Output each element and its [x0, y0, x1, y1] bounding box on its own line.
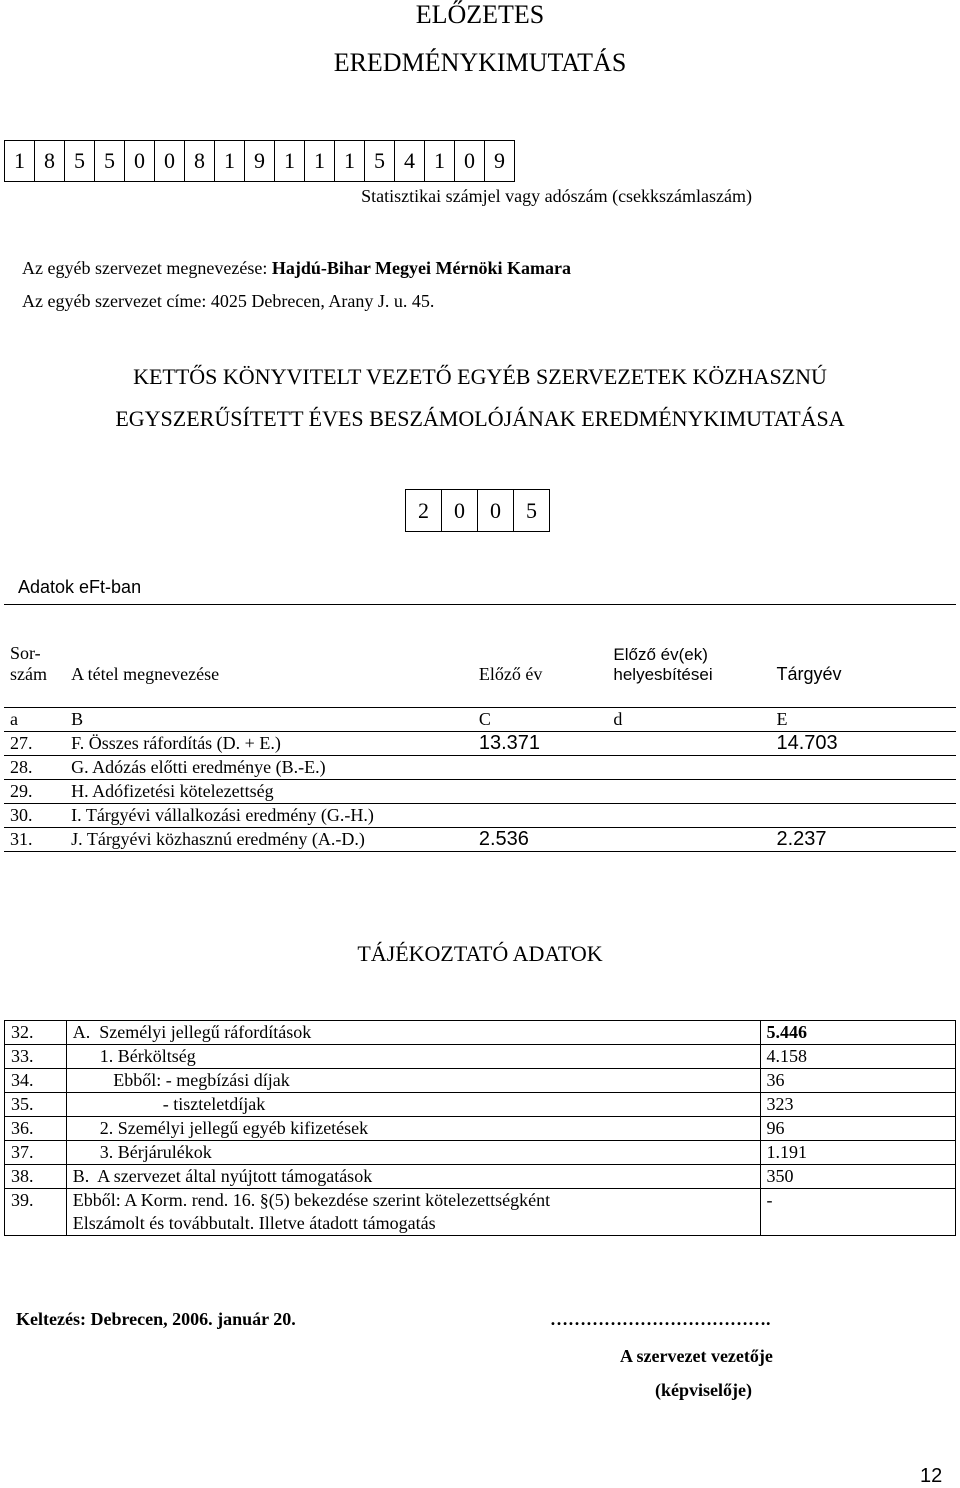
row-adj [607, 828, 770, 852]
org-address-label: Az egyéb szervezet címe: [22, 291, 207, 311]
report-heading-2: EGYSZERŰSÍTETT ÉVES BESZÁMOLÓJÁNAK EREDMÉNYKIMUTATÁSA [115, 406, 845, 431]
table-row [5, 1117, 956, 1141]
stat-number-caption: Statisztikai számjel vagy adószám (csekkszámlaszám) [361, 186, 752, 206]
title-line-2: EREDMÉNYKIMUTATÁS [333, 48, 627, 77]
info-value: 323 [760, 1093, 955, 1117]
info-no: 36. [5, 1117, 67, 1141]
header-adjustments: Előző év(ek) helyesbítései [607, 605, 770, 708]
letter-cell: B [65, 708, 473, 732]
info-table [4, 1020, 956, 1236]
row-prev [473, 756, 608, 780]
digit-box: 1 [305, 141, 335, 182]
row-adj [607, 780, 770, 804]
letter-cell: E [770, 708, 956, 732]
digit-box: 9 [245, 141, 275, 182]
table-row [4, 804, 956, 828]
header-name: A tétel megnevezése [65, 605, 473, 708]
row-current [770, 780, 956, 804]
table-row [5, 1141, 956, 1165]
row-name: I. Tárgyévi vállalkozási eredmény (G.-H.) [65, 804, 473, 828]
table-row [4, 828, 956, 852]
info-value: - [760, 1189, 955, 1236]
row-current: 14.703 [770, 732, 956, 756]
year-boxes [405, 489, 550, 532]
row-current [770, 804, 956, 828]
digit-box: 1 [215, 141, 245, 182]
stat-number-boxes [4, 140, 515, 182]
info-no: 39. [5, 1189, 67, 1236]
header-current: Tárgyév [770, 605, 956, 708]
row-adj [607, 804, 770, 828]
info-no: 32. [5, 1021, 67, 1045]
signature-line: ………………………………. [550, 1309, 771, 1329]
row-no: 31. [4, 828, 65, 852]
digit-box: 4 [395, 141, 425, 182]
org-name-line [22, 258, 571, 279]
result-table [4, 604, 956, 852]
digit-box: 1 [335, 141, 365, 182]
org-address-line [22, 291, 434, 312]
row-name: H. Adófizetési kötelezettség [65, 780, 473, 804]
year-digit-box: 0 [442, 490, 478, 532]
org-address-value: 4025 Debrecen, Arany J. u. 45. [210, 291, 435, 311]
info-name: 3. Bérjárulékok [66, 1141, 760, 1165]
digit-box: 0 [125, 141, 155, 182]
digit-box: 1 [5, 141, 35, 182]
info-no: 33. [5, 1045, 67, 1069]
digit-box: 0 [455, 141, 485, 182]
digit-box: 0 [155, 141, 185, 182]
table-row [5, 1021, 956, 1045]
row-prev [473, 780, 608, 804]
year-digit-box: 0 [478, 490, 514, 532]
info-no: 34. [5, 1069, 67, 1093]
info-name: 1. Bérköltség [66, 1045, 760, 1069]
info-value: 96 [760, 1117, 955, 1141]
units-label: Adatok eFt-ban [18, 577, 142, 597]
header-sorszam: Sor- szám [4, 605, 65, 708]
info-name: - tiszteletdíjak [66, 1093, 760, 1117]
info-value: 4.158 [760, 1045, 955, 1069]
row-no: 30. [4, 804, 65, 828]
digit-box: 8 [185, 141, 215, 182]
row-name: G. Adózás előtti eredménye (B.-E.) [65, 756, 473, 780]
row-adj [607, 732, 770, 756]
row-prev: 13.371 [473, 732, 608, 756]
title-line-1: ELŐZETES [415, 0, 545, 29]
row-name: J. Tárgyévi közhasznú eredmény (A.-D.) [65, 828, 473, 852]
info-no: 35. [5, 1093, 67, 1117]
page-number: 12 [920, 1465, 943, 1487]
digit-box: 8 [35, 141, 65, 182]
digit-box: 9 [485, 141, 515, 182]
letter-cell: d [607, 708, 770, 732]
letter-row [4, 708, 956, 732]
info-name: B. A szervezet által nyújtott támogatások [66, 1165, 760, 1189]
year-digit-box: 2 [406, 490, 442, 532]
row-name: F. Összes ráfordítás (D. + E.) [65, 732, 473, 756]
row-no: 28. [4, 756, 65, 780]
letter-cell: C [473, 708, 608, 732]
letter-cell: a [4, 708, 65, 732]
row-current [770, 756, 956, 780]
header-prev: Előző év [473, 605, 608, 708]
digit-box: 5 [95, 141, 125, 182]
table-row [5, 1165, 956, 1189]
info-value: 1.191 [760, 1141, 955, 1165]
info-name: 2. Személyi jellegű egyéb kifizetések [66, 1117, 760, 1141]
table-row [4, 732, 956, 756]
info-name: Ebből: A Korm. rend. 16. §(5) bekezdése szerint kötelezettségként Elszámolt és továbbutalt. Illetve átadott támogatás [66, 1189, 760, 1236]
report-heading-1: KETTŐS KÖNYVITELT VEZETŐ EGYÉB SZERVEZETEK KÖZHASZNÚ [133, 364, 827, 389]
table-row [4, 780, 956, 804]
info-name: A. Személyi jellegű ráfordítások [66, 1021, 760, 1045]
signer-subtitle: (képviselője) [655, 1380, 752, 1400]
info-no: 37. [5, 1141, 67, 1165]
digit-box: 5 [65, 141, 95, 182]
year-digit-box: 5 [514, 490, 550, 532]
table-row [5, 1045, 956, 1069]
row-adj [607, 756, 770, 780]
org-name-label: Az egyéb szervezet megnevezése: [22, 258, 268, 278]
row-current: 2.237 [770, 828, 956, 852]
row-no: 27. [4, 732, 65, 756]
footer-date: Keltezés: Debrecen, 2006. január 20. [16, 1309, 296, 1329]
row-no: 29. [4, 780, 65, 804]
info-heading: TÁJÉKOZTATÓ ADATOK [357, 941, 603, 966]
digit-box: 1 [275, 141, 305, 182]
digit-box: 5 [365, 141, 395, 182]
signer-title: A szervezet vezetője [620, 1346, 773, 1366]
info-name: Ebből: - megbízási díjak [66, 1069, 760, 1093]
table-row [5, 1189, 956, 1236]
info-value: 350 [760, 1165, 955, 1189]
row-prev: 2.536 [473, 828, 608, 852]
info-value: 5.446 [760, 1021, 955, 1045]
table-row [4, 756, 956, 780]
info-no: 38. [5, 1165, 67, 1189]
table-header-row [4, 605, 956, 708]
table-row [5, 1093, 956, 1117]
row-prev [473, 804, 608, 828]
org-name-value: Hajdú-Bihar Megyei Mérnöki Kamara [271, 258, 571, 278]
table-row [5, 1069, 956, 1093]
info-value: 36 [760, 1069, 955, 1093]
digit-box: 1 [425, 141, 455, 182]
